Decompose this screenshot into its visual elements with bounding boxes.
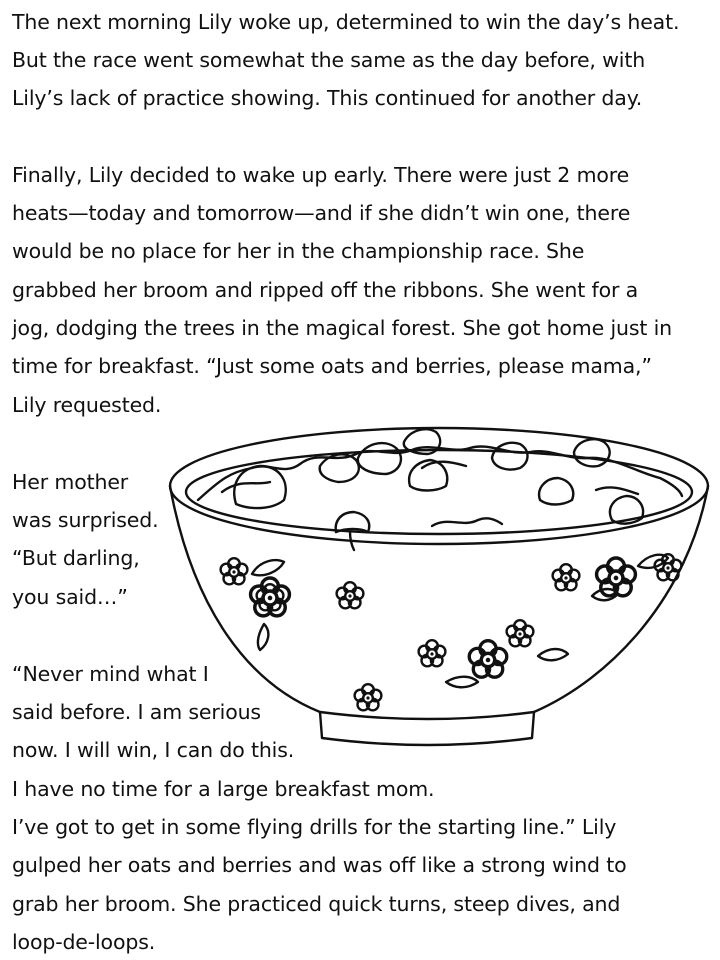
- paragraph-4-line-6: gulped her oats and berries and was off like a strong wind to: [12, 853, 627, 877]
- paragraph-2-line-5: jog, dodging the trees in the magical forest. She got home just in: [12, 316, 673, 340]
- paragraph-3-line-2: was surprised.: [12, 508, 159, 532]
- paragraph-4-line-7: grab her broom. She practiced quick turns, steep dives, and: [12, 892, 621, 916]
- paragraph-1-line-3: Lily’s lack of practice showing. This continued for another day.: [12, 86, 643, 110]
- paragraph-2-line-1: Finally, Lily decided to wake up early. There were just 2 more: [12, 163, 630, 187]
- paragraph-2-line-3: would be no place for her in the championship race. She: [12, 239, 585, 263]
- paragraph-1-line-2: But the race went somewhat the same as the day before, with: [12, 48, 646, 72]
- paragraph-4-line-2: said before. I am serious: [12, 700, 261, 724]
- paragraph-3-line-3: “But darling,: [12, 546, 140, 570]
- paragraph-2-line-4: grabbed her broom and ripped off the ribbons. She went for a: [12, 278, 639, 302]
- paragraph-2-line-2: heats—today and tomorrow—and if she didn’t win one, there: [12, 201, 631, 225]
- paragraph-1-line-1: The next morning Lily woke up, determined to win the day’s heat.: [12, 10, 680, 34]
- paragraph-4-line-3: now. I will win, I can do this.: [12, 738, 295, 762]
- paragraph-3-line-4: you said…”: [12, 585, 128, 609]
- paragraph-4-line-4: I have no time for a large breakfast mom.: [12, 777, 435, 801]
- paragraph-4-line-5: I’ve got to get in some flying drills for the starting line.” Lily: [12, 815, 617, 839]
- bowl-of-oats-and-berries-icon: [160, 420, 720, 760]
- paragraph-4-line-8: loop-de-loops.: [12, 930, 156, 954]
- paragraph-2-line-6: time for breakfast. “Just some oats and berries, please mama,”: [12, 354, 652, 378]
- paragraph-2-line-7: Lily requested.: [12, 393, 162, 417]
- paragraph-4-line-1: “Never mind what I: [12, 662, 209, 686]
- paragraph-3-line-1: Her mother: [12, 470, 129, 494]
